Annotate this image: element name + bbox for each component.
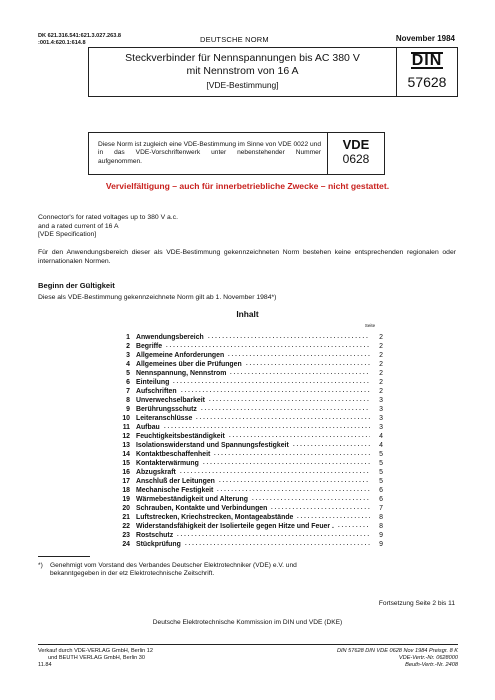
- toc-item: [113, 503, 383, 512]
- toc-item: [113, 395, 383, 404]
- toc-dot-leader: [270, 503, 370, 510]
- din-number: 57628: [407, 74, 447, 90]
- toc-dot-leader: [337, 521, 370, 528]
- toc-item-page: 2: [379, 370, 383, 377]
- continuation-note: Fortsetzung Seite 2 bis 11: [378, 600, 455, 607]
- footnote: [38, 562, 297, 579]
- toc-item-number: 16: [122, 469, 130, 476]
- title-line-1: Steckverbinder für Nennspannungen bis AC 380 V: [125, 52, 360, 64]
- toc-item-number: 17: [122, 478, 130, 485]
- vde-number: 0628: [342, 152, 370, 166]
- toc-item-page: 5: [379, 460, 383, 467]
- din-logo: DIN: [411, 52, 443, 69]
- toc-item-title: Rostschutz: [136, 532, 174, 539]
- toc-heading: Inhalt: [236, 309, 259, 319]
- publication-date: November 1984: [395, 34, 455, 43]
- toc-item: [113, 449, 383, 458]
- toc-dot-leader: [179, 467, 370, 474]
- toc-item-title: Widerstandsfähigkeit der Isolierteile gegen Hitze und Feuer .: [136, 523, 334, 530]
- order-line-2: VDE-Vertr.-Nr. 0628000: [398, 655, 458, 661]
- toc-dot-leader: [245, 359, 370, 366]
- toc-item-number: 23: [122, 532, 130, 539]
- toc-item-number: 5: [126, 370, 130, 377]
- toc-dot-leader: [218, 476, 370, 483]
- toc-item-title: Anschluß der Leitungen: [136, 478, 215, 485]
- toc-dot-leader: [195, 413, 370, 420]
- toc-item-page: 2: [379, 361, 383, 368]
- toc-item-title: Allgemeines über die Prüfungen: [136, 361, 242, 368]
- toc-item-page: 4: [379, 433, 383, 440]
- toc-item-page: 5: [379, 469, 383, 476]
- toc-item-title: Begriffe: [136, 343, 163, 350]
- toc-dot-leader: [163, 422, 370, 429]
- toc-item-page: 5: [379, 478, 383, 485]
- toc-item-page: 3: [379, 406, 383, 413]
- toc-dot-leader: [200, 404, 370, 411]
- toc-item-page: 2: [379, 388, 383, 395]
- toc-dot-leader: [251, 494, 370, 501]
- order-line-1: DIN 57628 DIN VDE 0628 Nov 1984 Preisgr. 8 K: [336, 648, 458, 654]
- norm-label: DEUTSCHE NORM: [200, 35, 269, 44]
- toc-item-number: 3: [126, 352, 130, 359]
- toc-item-number: 8: [126, 397, 130, 404]
- toc-dot-leader: [202, 458, 370, 465]
- toc-dot-leader: [176, 530, 370, 537]
- toc-item: [113, 422, 383, 431]
- toc-item-title: Kontakterwärmung: [136, 460, 199, 467]
- toc-item-title: Aufbau: [136, 424, 160, 431]
- toc-item: [113, 458, 383, 467]
- footnote-mark: *): [38, 562, 43, 569]
- title-box: [88, 47, 458, 97]
- toc-item-page: 3: [379, 397, 383, 404]
- toc-item: [113, 476, 383, 485]
- toc-item: [113, 494, 383, 503]
- publisher-info: [38, 648, 153, 669]
- toc-dot-leader: [165, 341, 370, 348]
- vde-note: Diese Norm ist zugleich eine VDE-Bestimmung im Sinne von VDE 0022 und in das VDE-Vorschriftenwerk unter nebenstehender Nummer aufgenommen.: [89, 133, 328, 174]
- toc-item-title: Anwendungsbereich: [136, 334, 204, 341]
- toc-item-number: 4: [126, 361, 130, 368]
- dk-classification: [38, 33, 121, 47]
- toc-item-number: 19: [122, 496, 130, 503]
- toc-item-title: Isolationswiderstand und Spannungsfestigkeit: [136, 442, 289, 449]
- din-block: [397, 48, 457, 96]
- vde-box: [88, 132, 385, 175]
- toc-item-title: Wärmebeständigkeit und Alterung: [136, 496, 248, 503]
- toc-item-page: 2: [379, 334, 383, 341]
- toc-item-number: 10: [122, 415, 130, 422]
- scope-paragraph: Für den Anwendungsbereich dieser als VDE-Bestimmung gekennzeichneten Norm bestehen keine entsprechenden regionalen oder internationalen Normen.: [38, 249, 456, 265]
- toc-item: [113, 359, 383, 368]
- toc-item: [113, 530, 383, 539]
- toc-item-page: 8: [379, 514, 383, 521]
- title-subtitle: [VDE-Bestimmung]: [206, 80, 279, 90]
- toc-dot-leader: [184, 539, 370, 546]
- toc-item-page: 7: [379, 505, 383, 512]
- toc-item: [113, 377, 383, 386]
- toc-dot-leader: [292, 440, 370, 447]
- toc-item-page: 3: [379, 415, 383, 422]
- toc-dot-leader: [229, 368, 370, 375]
- english-title-line-3: [VDE Specification]: [38, 231, 97, 239]
- toc-item-title: Allgemeine Anforderungen: [136, 352, 225, 359]
- toc-item: [113, 404, 383, 413]
- toc-dot-leader: [208, 395, 370, 402]
- toc-item-number: 11: [122, 424, 130, 431]
- toc-item-title: Nennspannung, Nennstrom: [136, 370, 227, 377]
- toc-dot-leader: [213, 449, 370, 456]
- english-title: [38, 214, 178, 240]
- footnote-line-1: Genehmigt vom Vorstand des Verbandes Deutscher Elektrotechniker (VDE) e.V. und: [50, 562, 297, 569]
- toc-item-title: Unverwechselbarkeit: [136, 397, 205, 404]
- toc-item: [113, 341, 383, 350]
- publisher-line-3: 11.84: [38, 662, 52, 668]
- toc-item-number: 20: [122, 505, 130, 512]
- toc-item-page: 3: [379, 424, 383, 431]
- toc-item-number: 12: [122, 433, 130, 440]
- dke-line: Deutsche Elektrotechnische Kommission im DIN und VDE (DKE): [152, 619, 343, 626]
- toc-dot-leader: [296, 512, 370, 519]
- toc-item-number: 6: [126, 379, 130, 386]
- toc-dot-leader: [172, 377, 370, 384]
- toc-item: [113, 431, 383, 440]
- toc-item-page: 2: [379, 379, 383, 386]
- toc-item-title: Abzugskraft: [136, 469, 176, 476]
- toc-item-number: 2: [126, 343, 130, 350]
- toc-item-page: 8: [379, 523, 383, 530]
- toc-item: [113, 512, 383, 521]
- toc-item-number: 13: [122, 442, 130, 449]
- toc-item: [113, 413, 383, 422]
- validity-heading: Beginn der Gültigkeit: [38, 281, 115, 290]
- toc-item-page: 6: [379, 496, 383, 503]
- toc-item: [113, 386, 383, 395]
- footnote-line-2: bekanntgegeben in der etz Elektrotechnische Zeitschrift.: [50, 570, 215, 578]
- footnote-rule: [38, 556, 90, 557]
- toc-item: [113, 440, 383, 449]
- toc-item-number: 18: [122, 487, 130, 494]
- toc-item-page: 2: [379, 343, 383, 350]
- toc-item-page: 6: [379, 487, 383, 494]
- toc-item-page: 5: [379, 451, 383, 458]
- toc-dot-leader: [216, 485, 370, 492]
- toc-item: [113, 350, 383, 359]
- publisher-line-2: und BEUTH VERLAG GmbH, Berlin 30: [48, 655, 145, 661]
- toc-item-title: Berührungsschutz: [136, 406, 197, 413]
- bottom-rule: [38, 644, 458, 645]
- toc-item-number: 7: [126, 388, 130, 395]
- toc-dot-leader: [207, 332, 370, 339]
- toc-item: [113, 332, 383, 341]
- english-title-line-1: Connector's for rated voltages up to 380 V a.c.: [38, 214, 178, 221]
- table-of-contents: [113, 332, 383, 548]
- toc-item-title: Luftstrecken, Kriechstrecken, Montageabstände: [136, 514, 294, 521]
- toc-item: [113, 521, 383, 530]
- toc-item-page: 9: [379, 541, 383, 548]
- toc-item-number: 14: [122, 451, 130, 458]
- order-line-3: Beuth-Vertr.-Nr. 2408: [405, 662, 458, 668]
- toc-item-title: Kontaktbeschaffenheit: [136, 451, 211, 458]
- footnote-text: [50, 562, 297, 579]
- toc-dot-leader: [180, 386, 370, 393]
- toc-dot-leader: [228, 431, 370, 438]
- toc-item-page: 2: [379, 352, 383, 359]
- toc-dot-leader: [227, 350, 370, 357]
- toc-item-number: 24: [122, 541, 130, 548]
- copy-warning: Vervielfältigung – auch für innerbetriebliche Zwecke – nicht gestattet.: [105, 181, 390, 191]
- toc-item-page: 4: [379, 442, 383, 449]
- toc-item-page: 9: [379, 532, 383, 539]
- english-title-line-2: and a rated current of 16 A: [38, 222, 119, 230]
- vde-block: [328, 133, 384, 174]
- vde-logo: VDE: [342, 137, 370, 152]
- toc-item-title: Aufschriften: [136, 388, 177, 395]
- toc-item-number: 22: [122, 523, 130, 530]
- toc-item: [113, 368, 383, 377]
- toc-item-number: 15: [122, 460, 130, 467]
- toc-item-title: Feuchtigkeitsbeständigkeit: [136, 433, 225, 440]
- dk-line-1: DK 621.316.541:621.3.027.263.8: [38, 33, 122, 39]
- toc-item: [113, 485, 383, 494]
- toc-item-number: 9: [126, 406, 130, 413]
- publisher-line-1: Verkauf durch VDE-VERLAG GmbH, Berlin 12: [38, 648, 154, 654]
- toc-item-title: Mechanische Festigkeit: [136, 487, 214, 494]
- order-info: [296, 648, 458, 669]
- dk-line-2: :001.4:620.1:614.8: [38, 40, 86, 46]
- toc-page-column-label: Seite: [364, 323, 376, 328]
- toc-item-number: 1: [126, 334, 130, 341]
- toc-item-title: Einteilung: [136, 379, 170, 386]
- toc-item-title: Schrauben, Kontakte und Verbindungen: [136, 505, 268, 512]
- title-line-2: mit Nennstrom von 16 A: [186, 64, 299, 77]
- validity-text: Diese als VDE-Bestimmung gekennzeichnete Norm gilt ab 1. November 1984*): [38, 294, 277, 301]
- toc-item-title: Stückprüfung: [136, 541, 181, 548]
- toc-item: [113, 467, 383, 476]
- title-main: [89, 48, 397, 96]
- toc-item: [113, 539, 383, 548]
- toc-item-title: Leiteranschlüsse: [136, 415, 193, 422]
- toc-item-number: 21: [122, 514, 130, 521]
